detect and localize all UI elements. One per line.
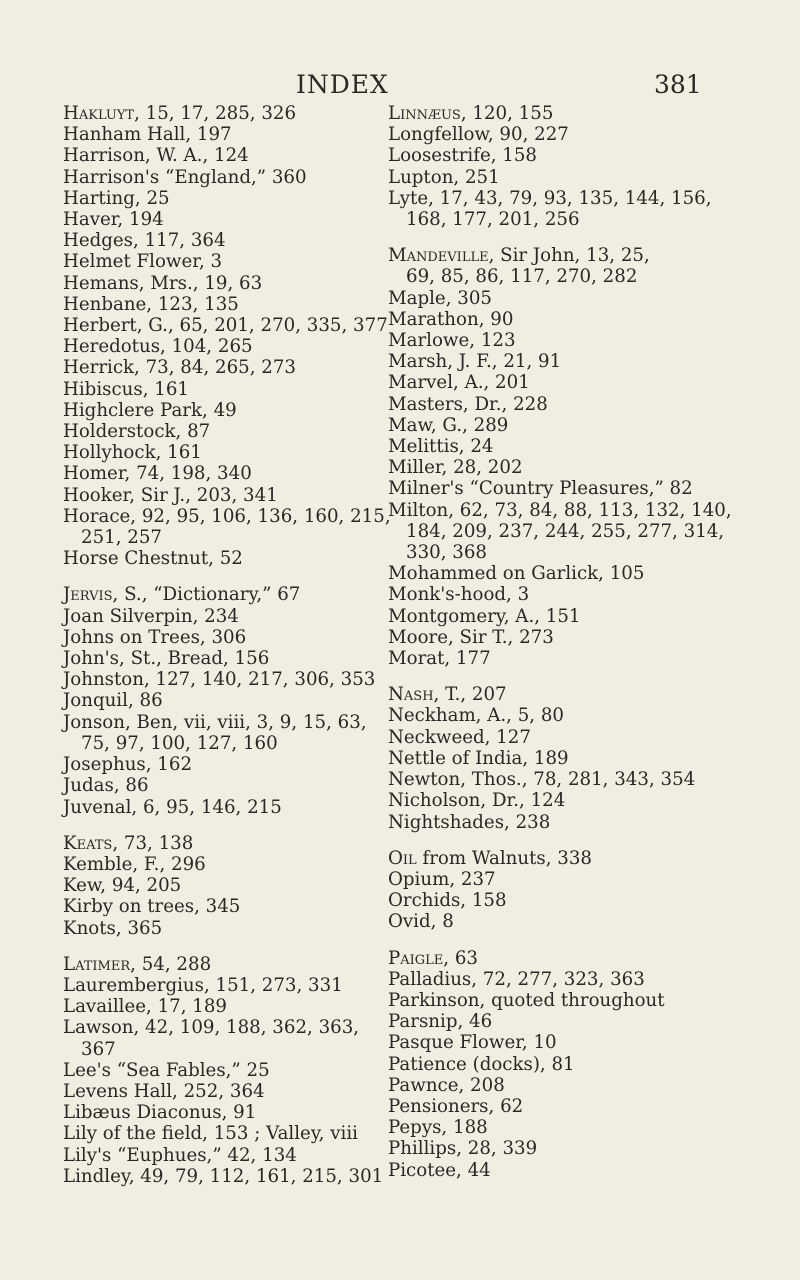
index-entry: Loosestrife, 158 bbox=[388, 145, 537, 167]
index-entry: Johnston, 127, 140, 217, 306, 353 bbox=[63, 669, 376, 691]
index-entry: Herrick, 73, 84, 265, 273 bbox=[63, 357, 297, 379]
index-entry: 168, 177, 201, 256 bbox=[406, 209, 580, 231]
index-entry: Keats, 73, 138 bbox=[63, 832, 194, 854]
index-entry: Levens Hall, 252, 364 bbox=[63, 1080, 265, 1102]
index-entry: Joan Silverpin, 234 bbox=[63, 605, 239, 627]
index-entry: Hibiscus, 161 bbox=[63, 378, 189, 400]
index-entry: John's, St., Bread, 156 bbox=[63, 648, 270, 670]
index-entry: Nash, T., 207 bbox=[388, 684, 507, 706]
page-number: 381 bbox=[654, 70, 702, 99]
index-entry: Nettle of India, 189 bbox=[388, 747, 569, 769]
page-title: INDEX bbox=[296, 70, 389, 99]
index-entry: Haver, 194 bbox=[63, 209, 164, 231]
index-column-right bbox=[388, 103, 732, 1196]
index-entry: Linnæus, 120, 155 bbox=[388, 103, 554, 124]
index-entry: Johns on Trees, 306 bbox=[63, 626, 247, 648]
index-entry: Jervis, S., “Dictionary,” 67 bbox=[63, 584, 301, 606]
index-entry: Jonquil, 86 bbox=[63, 690, 163, 712]
index-entry: Pawnce, 208 bbox=[388, 1074, 505, 1096]
index-entry: Ovid, 8 bbox=[388, 911, 454, 933]
index-entry: Mandeville, Sir John, 13, 25, bbox=[388, 245, 650, 267]
index-entry: Latimer, 54, 288 bbox=[63, 953, 212, 975]
index-entry: Maw, G., 289 bbox=[388, 414, 509, 436]
index-entry: Lily of the field, 153 ; Valley, viii bbox=[63, 1123, 358, 1145]
index-entry: Heredotus, 104, 265 bbox=[63, 336, 253, 358]
index-entry: Lyte, 17, 43, 79, 93, 135, 144, 156, bbox=[388, 187, 712, 209]
index-entry: Miller, 28, 202 bbox=[388, 457, 523, 479]
index-entry: Pensioners, 62 bbox=[388, 1095, 524, 1117]
index-entry: Holderstock, 87 bbox=[63, 421, 211, 443]
index-entry: Masters, Dr., 228 bbox=[388, 393, 548, 415]
index-entry: Herbert, G., 65, 201, 270, 335, 377 bbox=[63, 315, 388, 337]
index-entry: Horace, 92, 95, 106, 136, 160, 215, bbox=[63, 505, 391, 527]
index-entry: Lily's “Euphues,” 42, 134 bbox=[63, 1144, 297, 1166]
index-letter-group bbox=[388, 948, 700, 1181]
index-entry: 367 bbox=[81, 1038, 116, 1060]
index-column-left bbox=[63, 103, 391, 1202]
index-entry: Paigle, 63 bbox=[388, 947, 478, 969]
index-entry: Highclere Park, 49 bbox=[63, 399, 237, 421]
index-entry: Palladius, 72, 277, 323, 363 bbox=[388, 968, 645, 990]
index-entry: Harrison's “England,” 360 bbox=[63, 166, 307, 188]
index-entry: Opium, 237 bbox=[388, 868, 496, 890]
index-entry: Josephus, 162 bbox=[63, 754, 193, 776]
index-entry: Parsnip, 46 bbox=[388, 1011, 493, 1033]
index-entry: Hedges, 117, 364 bbox=[63, 230, 226, 252]
index-entry: Laurembergius, 151, 273, 331 bbox=[63, 974, 343, 996]
index-entry: Newton, Thos., 78, 281, 343, 354 bbox=[388, 769, 696, 791]
index-entry: Kemble, F., 296 bbox=[63, 853, 206, 875]
index-entry: Hanham Hall, 197 bbox=[63, 124, 232, 146]
index-letter-group bbox=[388, 684, 700, 832]
index-entry: Marlowe, 123 bbox=[388, 330, 516, 352]
index-entry: Hooker, Sir J., 203, 341 bbox=[63, 484, 278, 506]
index-entry: Harting, 25 bbox=[63, 187, 170, 209]
index-entry: Homer, 74, 198, 340 bbox=[63, 463, 252, 485]
index-entry: Knots, 365 bbox=[63, 917, 163, 939]
index-entry: Judas, 86 bbox=[63, 775, 149, 797]
index-entry: Harrison, W. A., 124 bbox=[63, 145, 249, 167]
index-entry: Oil from Walnuts, 338 bbox=[388, 847, 592, 869]
index-entry: Marsh, J. F., 21, 91 bbox=[388, 351, 562, 373]
index-entry: Morat, 177 bbox=[388, 648, 491, 670]
index-entry: 330, 368 bbox=[406, 542, 487, 564]
index-entry: Lavaillee, 17, 189 bbox=[63, 996, 227, 1018]
index-entry: Lee's “Sea Fables,” 25 bbox=[63, 1059, 270, 1081]
index-entry: Mohammed on Garlick, 105 bbox=[388, 563, 645, 585]
index-entry: Marvel, A., 201 bbox=[388, 372, 530, 394]
index-entry: Pasque Flower, 10 bbox=[388, 1032, 557, 1054]
index-entry: Orchids, 158 bbox=[388, 890, 507, 912]
index-entry: Milton, 62, 73, 84, 88, 113, 132, 140, bbox=[388, 499, 732, 521]
index-entry: 184, 209, 237, 244, 255, 277, 314, bbox=[406, 520, 725, 542]
page-header bbox=[0, 70, 800, 100]
index-entry: Hollyhock, 161 bbox=[63, 442, 202, 464]
index-letter-group bbox=[388, 245, 732, 670]
index-letter-group bbox=[63, 833, 333, 939]
index-entry: Patience (docks), 81 bbox=[388, 1053, 575, 1075]
index-entry: Neckham, A., 5, 80 bbox=[388, 705, 565, 727]
index-entry: Parkinson, quoted throughout bbox=[388, 989, 665, 1011]
index-letter-group bbox=[63, 584, 376, 818]
index-entry: Juvenal, 6, 95, 146, 215 bbox=[63, 796, 282, 818]
index-entry: Nightshades, 238 bbox=[388, 811, 551, 833]
index-letter-group bbox=[63, 103, 391, 570]
index-entry: Helmet Flower, 3 bbox=[63, 251, 223, 273]
index-letter-group bbox=[388, 848, 700, 933]
index-entry: Libæus Diaconus, 91 bbox=[63, 1102, 257, 1124]
index-entry: Lawson, 42, 109, 188, 362, 363, bbox=[63, 1017, 360, 1039]
index-entry: Monk's-hood, 3 bbox=[388, 584, 530, 606]
index-entry: Jonson, Ben, vii, viii, 3, 9, 15, 63, bbox=[63, 711, 367, 733]
index-entry: Horse Chestnut, 52 bbox=[63, 548, 243, 570]
index-entry: Moore, Sir T., 273 bbox=[388, 626, 554, 648]
index-entry: Picotee, 44 bbox=[388, 1159, 491, 1181]
index-entry: Hemans, Mrs., 19, 63 bbox=[63, 272, 263, 294]
index-entry: Maple, 305 bbox=[388, 287, 492, 309]
index-entry: Phillips, 28, 339 bbox=[388, 1138, 538, 1160]
index-entry: Nicholson, Dr., 124 bbox=[388, 790, 566, 812]
index-entry: Marathon, 90 bbox=[388, 308, 514, 330]
index-entry: Melittis, 24 bbox=[388, 436, 494, 458]
index-letter-group bbox=[388, 103, 712, 231]
index-entry: Montgomery, A., 151 bbox=[388, 605, 581, 627]
index-entry: Kirby on trees, 345 bbox=[63, 896, 241, 918]
index-entry: Pepys, 188 bbox=[388, 1117, 488, 1139]
index-entry: Neckweed, 127 bbox=[388, 726, 531, 748]
index-entry: Longfellow, 90, 227 bbox=[388, 124, 569, 146]
index-entry: 69, 85, 86, 117, 270, 282 bbox=[406, 266, 638, 288]
index-entry: Lupton, 251 bbox=[388, 166, 500, 188]
index-entry: 251, 257 bbox=[81, 527, 162, 549]
index-letter-group bbox=[63, 953, 384, 1187]
index-entry: Hakluyt, 15, 17, 285, 326 bbox=[63, 103, 297, 124]
index-entry: Lindley, 49, 79, 112, 161, 215, 301 bbox=[63, 1165, 384, 1187]
index-entry: Henbane, 123, 135 bbox=[63, 293, 239, 315]
index-entry: Kew, 94, 205 bbox=[63, 875, 182, 897]
index-entry: Milner's “Country Pleasures,” 82 bbox=[388, 478, 693, 500]
index-entry: 75, 97, 100, 127, 160 bbox=[81, 732, 278, 754]
